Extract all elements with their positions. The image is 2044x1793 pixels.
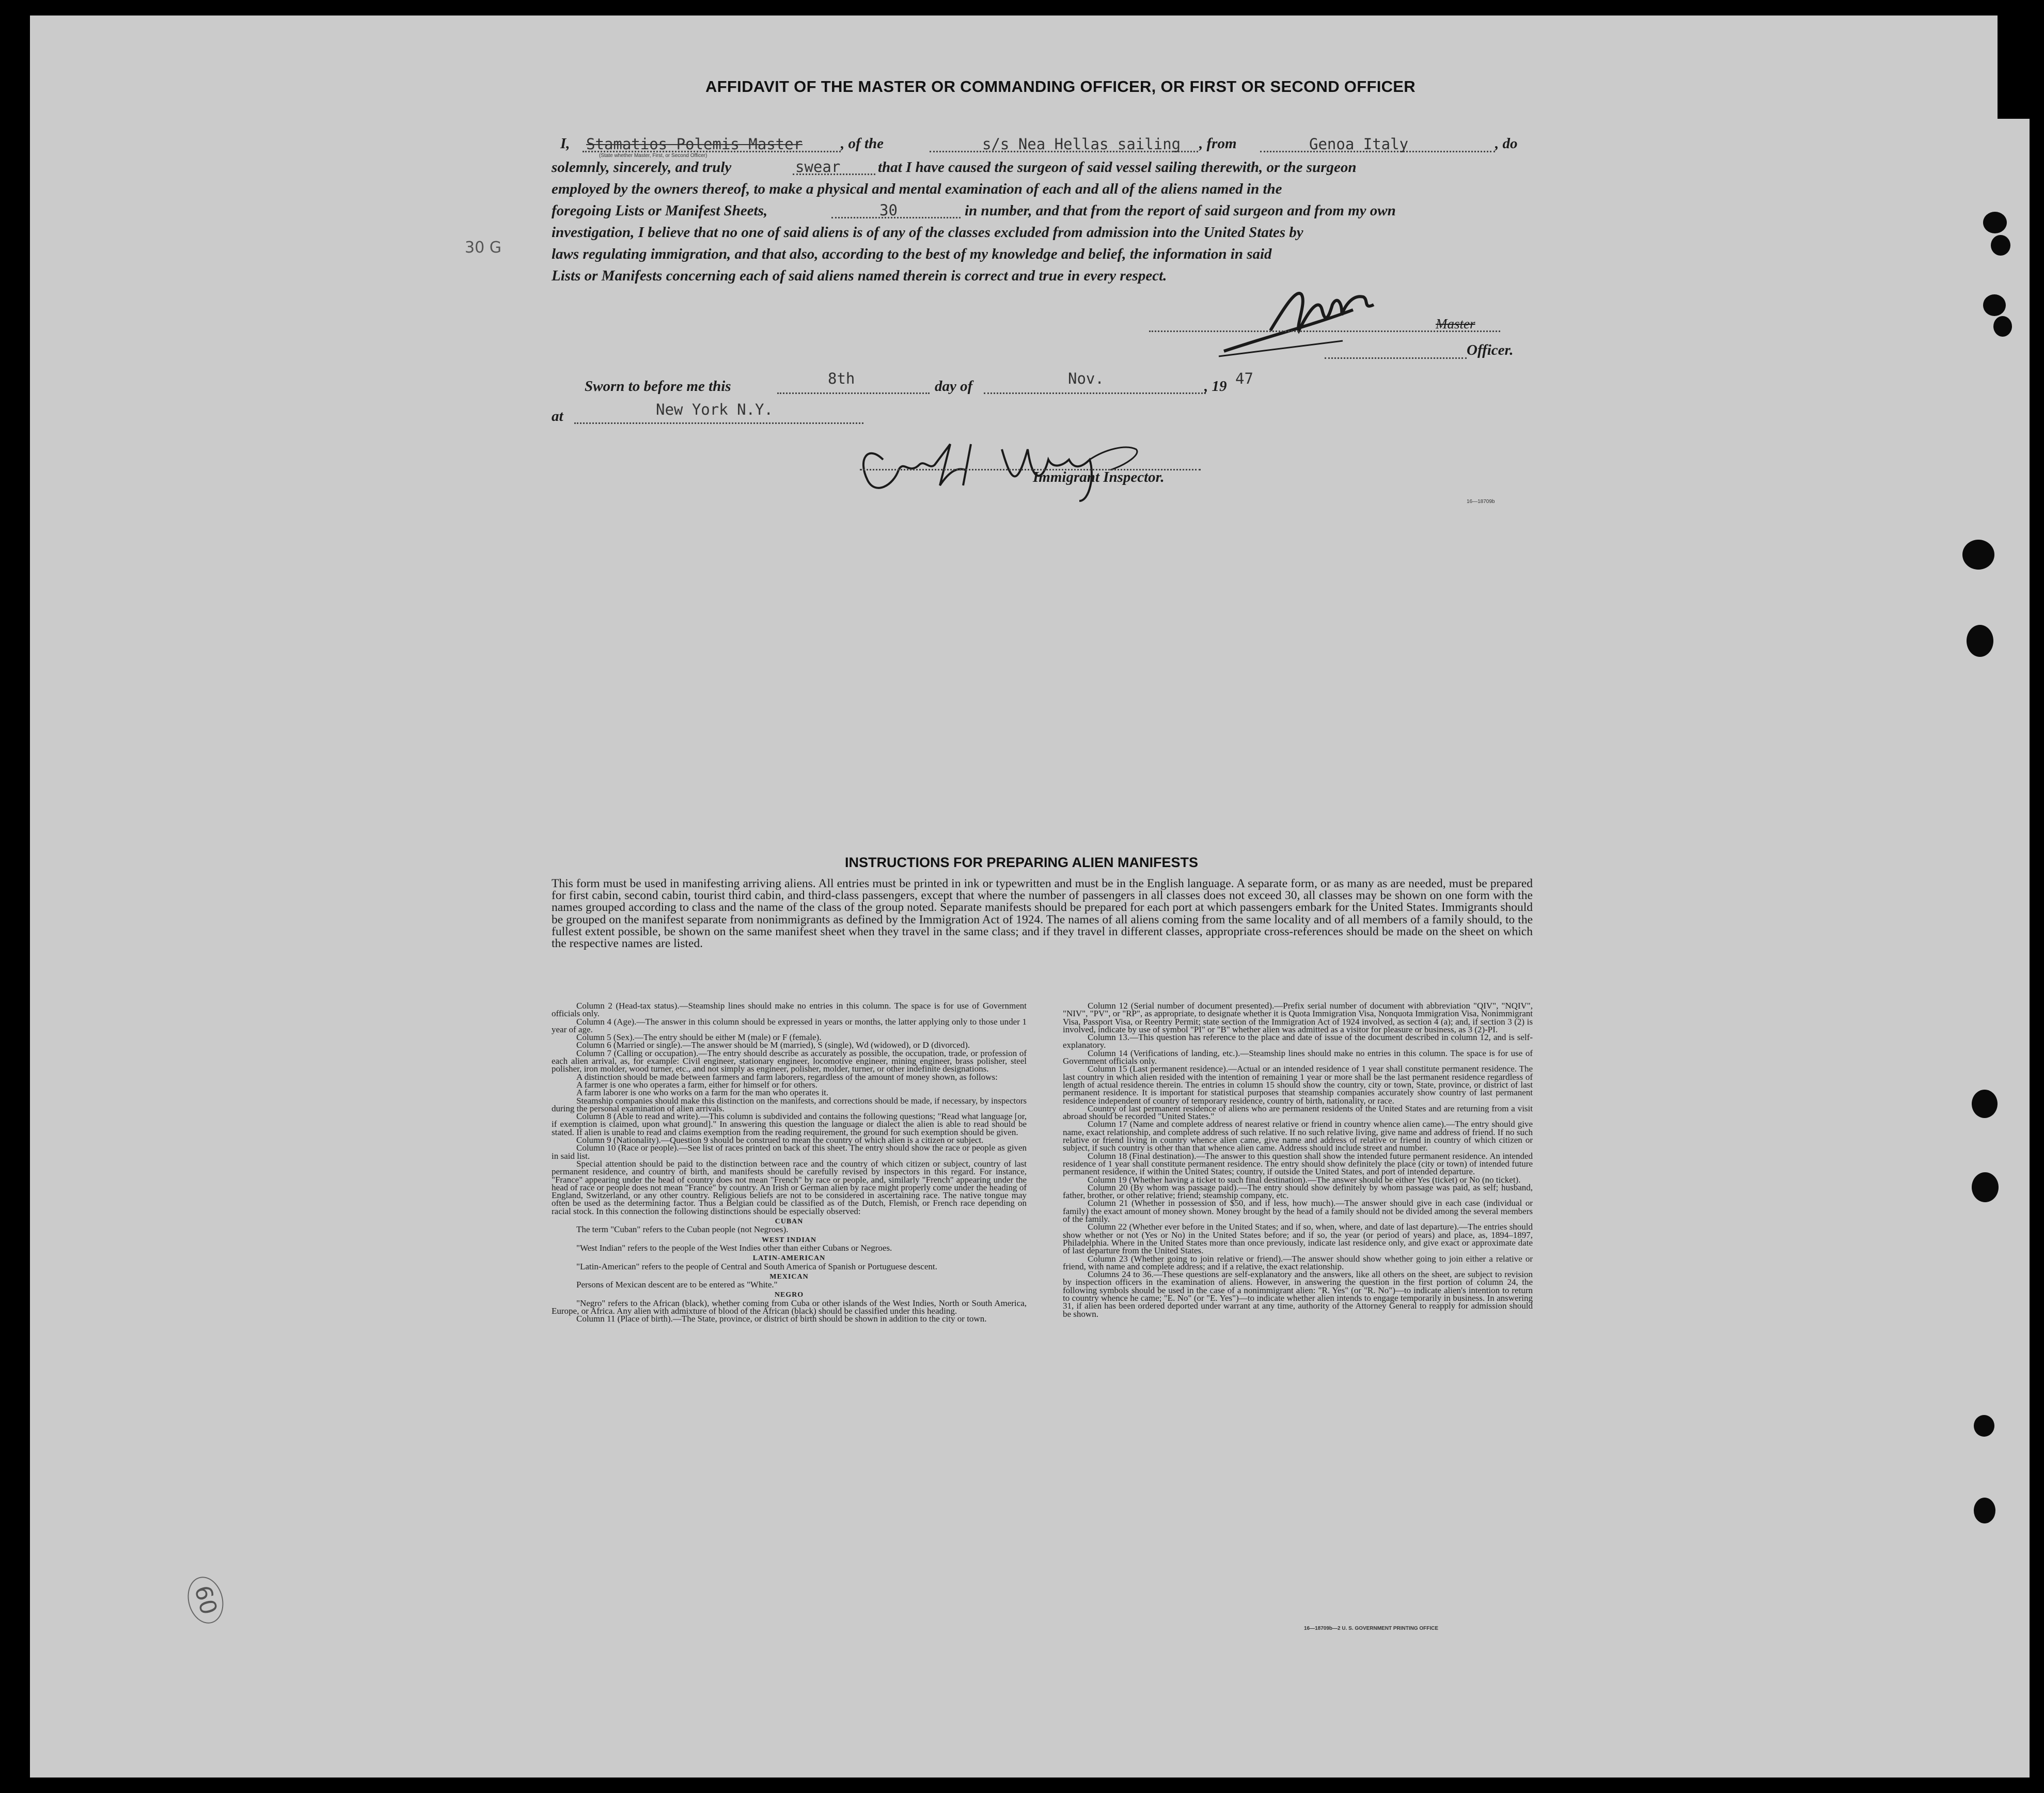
master-signature [1208,274,1425,361]
punch-hole [1974,1415,1994,1437]
affidavit-line4-pre: foregoing Lists or Manifest Sheets, [552,202,768,219]
instruction-paragraph: Column 22 (Whether ever before in the United States; and if so, when, where, and date of last departure).—The entries should show whether or not (Yes or No) in the United States before; and if so, the year (or period of years) and place, as, 1894–1897, Philadelphia. Where in the United States more than once previously, indicate last residence only, and give exact or approximate date of last departure from the United States. [1063,1222,1533,1256]
affidavit-line5: investigation, I believe that no one of said aliens is of any of the classes excluded from admission into the United States by [552,224,1303,241]
affidavit-line2-pre: solemnly, sincerely, and truly [552,159,732,176]
margin-note-60: 60 [183,1572,229,1627]
affidavit-title: AFFIDAVIT OF THE MASTER OR COMMANDING OFFICER, OR FIRST OR SECOND OFFICER [705,77,1416,96]
affidavit-line6: laws regulating immigration, and that also, according to the best of my knowledge and belief, the information in said [552,246,1272,262]
instruction-paragraph: Column 4 (Age).—The answer in this column should be expressed in years or months, the latter applying only to those under 1 year of age. [552,1016,1027,1034]
instructions-footer: 16—18709b—2 U. S. GOVERNMENT PRINTING OFFICE [1304,1626,1439,1631]
instructions-left-column [552,1002,1027,1323]
instructions-title: INSTRUCTIONS FOR PREPARING ALIEN MANIFESTS [845,855,1199,870]
sworn-day: 8th [828,370,855,387]
race-heading: WEST INDIAN [761,1236,817,1244]
race-heading: NEGRO [774,1291,804,1299]
instruction-paragraph: Column 18 (Final destination).—The answer to this question shall show the intended future permanent residence. An intended residence of 1 year shall constitute permanent residence. The entry should show definitely the place (city or town) of intended future permanent residence, if within the United States; country, if outside the United States, and port of intended departure. [1063,1151,1533,1177]
margin-note-30g: 30 G [465,239,501,257]
race-note: Persons of Mexican descent are to be entered as "White." [576,1280,778,1290]
instruction-paragraph: Column 11 (Place of birth).—The State, province, or district of birth should be shown in addition to the city or town. [576,1314,987,1324]
punch-hole [1991,235,2010,256]
instruction-paragraph: A farm laborer is one who works on a farm for the man who operates it. [576,1088,829,1098]
count-value: 30 [879,201,898,219]
affidavit-line3: employed by the owners thereof, to make a physical and mental examination of each and all of the aliens named in the [552,181,1282,197]
race-heading: LATIN-AMERICAN [752,1254,826,1263]
race-note: "West Indian" refers to the people of the West Indies other than either Cubans or Negroes. [576,1242,892,1253]
sworn-month: Nov. [1068,370,1104,387]
punch-hole [1962,540,1994,570]
instruction-paragraph: Column 12 (Serial number of document presented).—Prefix serial number of document with abbreviation "QIV", "NQIV", "NIV", "PV", or "RP", as appropriate, to designate whether it is Quota Immigration Visa, Nonquota Immigration Visa, Nonimmigrant Visa, Passport Visa, or Reentry Permit; state section of the Immigration Act of 1924 involved, as section 4 (a); and, if section 3 (2) is involved, indicate by use of symbol "PI" or "B" whether alien was admitted as a visitor for pleasure or business, as 3 (2)-PI. [1063,1001,1533,1034]
instruction-paragraph: Column 2 (Head-tax status).—Steamship lines should make no entries in this column. The space is for use of Government officials only. [552,1001,1027,1019]
instructions-right-column [1063,1002,1533,1318]
state-note: (State whether Master, First, or Second Officer) [599,153,707,159]
instruction-paragraph: Steamship companies should make this distinction on the manifests, and corrections should be made, if necessary, by inspectors during the personal examination of alien arrivals. [552,1095,1027,1113]
affidavit-line2-post: that I have caused the surgeon of said vessel sailing therewith, or the surgeon [878,159,1357,176]
affidavit-line1-mid2: , from [1199,135,1237,152]
sworn-day-line [777,392,930,394]
instruction-paragraph: Country of last permanent residence of aliens who are permanent residents of the United States and are returning from a visit abroad should be recorded "United States." [1063,1103,1533,1122]
instruction-paragraph: Column 9 (Nationality).—Question 9 should be construed to mean the country of which alien is a citizen or subject. [576,1135,984,1145]
inspector-label: Immigrant Inspector. [1033,469,1165,485]
punch-hole [1993,316,2012,337]
port-value: Genoa Italy [1309,135,1409,153]
race-note: "Negro" refers to the African (black), whether coming from Cuba or other islands of the West Indies, North or South America, Europe, or Africa. Any alien with admixture of blood of the African (black) should be classified under this heading. [552,1298,1027,1316]
instruction-paragraph: Column 6 (Married or single).—The answer should be M (married), S (single), Wd (widowed), or D (divorced). [576,1040,970,1050]
folded-corner [1998,15,2030,119]
instruction-paragraph: Columns 24 to 36.—These questions are self-explanatory and the answers, like all others on the sheet, are subject to revision by inspection officers in the examination of aliens. However, in answering the question in the first portion of column 24, the following symbols should be used in the case of a nonimmigrant alien: "R. Yes" (or "R. No")—to indicate alien's intention to return to country whence he came; "E. No" (or "E. Yes")—to indicate whether alien intends to engage temporarily in business. In answering 31, if alien has been ordered deported under warrant at any time, authority of the Attorney General to reapply for admission should be shown. [1063,1269,1533,1319]
race-heading: MEXICAN [769,1272,809,1281]
affidavit-line1-mid1: , of the [841,135,884,152]
vessel-value: s/s Nea Hellas sailing [982,135,1181,153]
punch-hole [1967,625,1993,657]
sworn-month-line [984,392,1206,394]
master-label: Master [1436,316,1475,332]
instruction-paragraph: Special attention should be paid to the distinction between race and the country of which citizen or subject, country of last permanent residence, and country of birth, and manifests should be carefully revised by inspectors in this regard. For instance, "France" appearing under the head of country does not mean "French" by race or people, and, similarly "French" appearing under the head of race or people does not mean "France" by country. An Irish or German alien by race might properly come under the heading of England, Switzerland, or any other country. Religious beliefs are not to be considered in ascertaining race. The native tongue may often be used as the determining factor. Thus a Belgian could be classified as of the Dutch, Flemish, or French race depending on racial stock. In this connection the following distinctions should be especially observed: [552,1158,1027,1216]
punch-hole [1972,1172,1999,1202]
affidavit-line1-end: , do [1495,135,1518,152]
race-note: The term "Cuban" refers to the Cuban people (not Negroes). [576,1224,789,1235]
instruction-paragraph: A distinction should be made between farmers and farm laborers, regardless of the amount of money shown, as follows: [576,1072,998,1082]
instruction-paragraph: Column 20 (By whom was passage paid).—The entry should show definitely by whom passage was paid, as self; husband, father, brother, or other relative; friend; steamship company, etc. [1063,1182,1533,1201]
sworn-pre: Sworn to before me this [585,378,731,395]
instruction-paragraph: Column 8 (Able to read and write).—This column is subdivided and contains the following questions; "Read what language [or, if exemption is claimed, upon what ground]." In answering this question the language or dialect the alien is able to read should be stated. If alien is unable to read and claims exemption from the reading requirement, the ground for such exemption should be given. [552,1111,1027,1137]
punch-hole [1972,1090,1998,1118]
sworn-year-prefix: , 19 [1204,378,1227,395]
punch-hole [1974,1498,1995,1523]
race-heading: CUBAN [775,1218,804,1226]
at-line [574,422,863,424]
inspector-signature [847,429,1198,506]
instruction-paragraph: Column 17 (Name and complete address of nearest relative or friend in country whence alien came).—The entry should give name, exact relationship, and complete address of such relative. If no such relative living, give name and address of friend. If no such relative or friend living in country whence alien came, give name and address of relative or friend in country of which citizen or subject, if such country is other than that whence alien came. Address should include street and number. [1063,1119,1533,1153]
instructions-intro: This form must be used in manifesting arriving aliens. All entries must be printed in ink or typewritten and must be in the English language. A separate form, or as many as are needed, must be prepared for first cabin, second cabin, tourist third cabin, and third-class passengers, except that where the number of passengers in all classes does not exceed 30, all classes may be shown on one form with the names grouped according to class and the name of the class of the group noted. Separate manifests should be prepared for each port at which passengers embark for the United States. Immigrants should be grouped on the manifest separate from nonimmigrants as defined by the Immigration Act of 1924. The names of all aliens coming from the same locality and of all members of a family should, to the fullest extent possible, be shown on the same manifest sheet when they travel in the same class; and if they travel in different classes, appropriate cross-references should be made on the sheet on which the respective names are listed. [552,877,1533,951]
affidavit-line4-post: in number, and that from the report of said surgeon and from my own [965,202,1396,219]
instruction-paragraph: Column 19 (Whether having a ticket to such final destination).—The answer should be either Yes (ticket) or No (no ticket). [1088,1174,1521,1185]
instruction-paragraph: Column 13.—This question has reference to the place and date of issue of the document described in column 12, and is self-explanatory. [1063,1032,1533,1050]
at-place: New York N.Y. [656,401,773,418]
instruction-paragraph: A farmer is one who operates a farm, either for himself or for others. [576,1079,817,1090]
master-name-value: Stamatios Polemis Master [586,135,803,153]
affidavit-line1-pre: I, [560,135,570,152]
instruction-paragraph: Column 5 (Sex).—The entry should be either M (male) or F (female). [576,1032,822,1043]
race-note: "Latin-American" refers to the people of Central and South America of Spanish or Portuguese descent. [576,1261,937,1271]
instruction-paragraph: Column 10 (Race or people).—See list of races printed on back of this sheet. The entry should show the race or people as given in said list. [552,1143,1027,1161]
oath-value: swear [795,158,841,176]
sworn-year: 47 [1235,370,1253,387]
punch-hole [1983,212,2007,233]
sworn-mid: day of [935,378,973,395]
instruction-paragraph: Column 14 (Verifications of landing, etc.).—Steamship lines should make no entries in this column. The space is for use of Government officials only. [1063,1048,1533,1066]
instruction-paragraph: Column 15 (Last permanent residence).—Actual or an intended residence of 1 year shall constitute permanent residence. The last country in which alien resided with the intention of remaining 1 year or more shall be the last permanent residence regardless of length of actual residence therein. The entries in column 15 should show the country, city or town, State, province, or district of last permanent residence. It is important for statistical purposes that steamship companies accurately show country of last permanent residence independent of country of temporary residence, country of birth, nationality, or race. [1063,1064,1533,1106]
punch-hole [1983,294,2006,316]
affidavit-form-number: 16—18709b [1467,499,1495,505]
instruction-paragraph: Column 21 (Whether in possession of $50, and if less, how much).—The answer should give in each case (individual or family) the exact amount of money shown. Money brought by the head of a family should not be divided among the several members of the family. [1063,1198,1533,1224]
officer-line [1325,357,1467,359]
officer-label: Officer. [1467,342,1514,358]
at-label: at [552,408,563,424]
instruction-paragraph: Column 23 (Whether going to join relative or friend).—The answer should show whether going to join either a relative or friend, with name and complete address; and if a relative, the exact relationship. [1063,1253,1533,1271]
instruction-paragraph: Column 7 (Calling or occupation).—The entry should describe as accurately as possible, the occupation, trade, or profession of each alien arrival, as, for example: Civil engineer, stationary engineer, locomotive engineer, mining engineer, brass polisher, steel polisher, iron molder, wood turner, etc., and not simply as engineer, polisher, molder, turner, or other indefinite designations. [552,1048,1027,1074]
affidavit-line7: Lists or Manifests concerning each of said aliens named therein is correct and true in every respect. [552,268,1167,284]
